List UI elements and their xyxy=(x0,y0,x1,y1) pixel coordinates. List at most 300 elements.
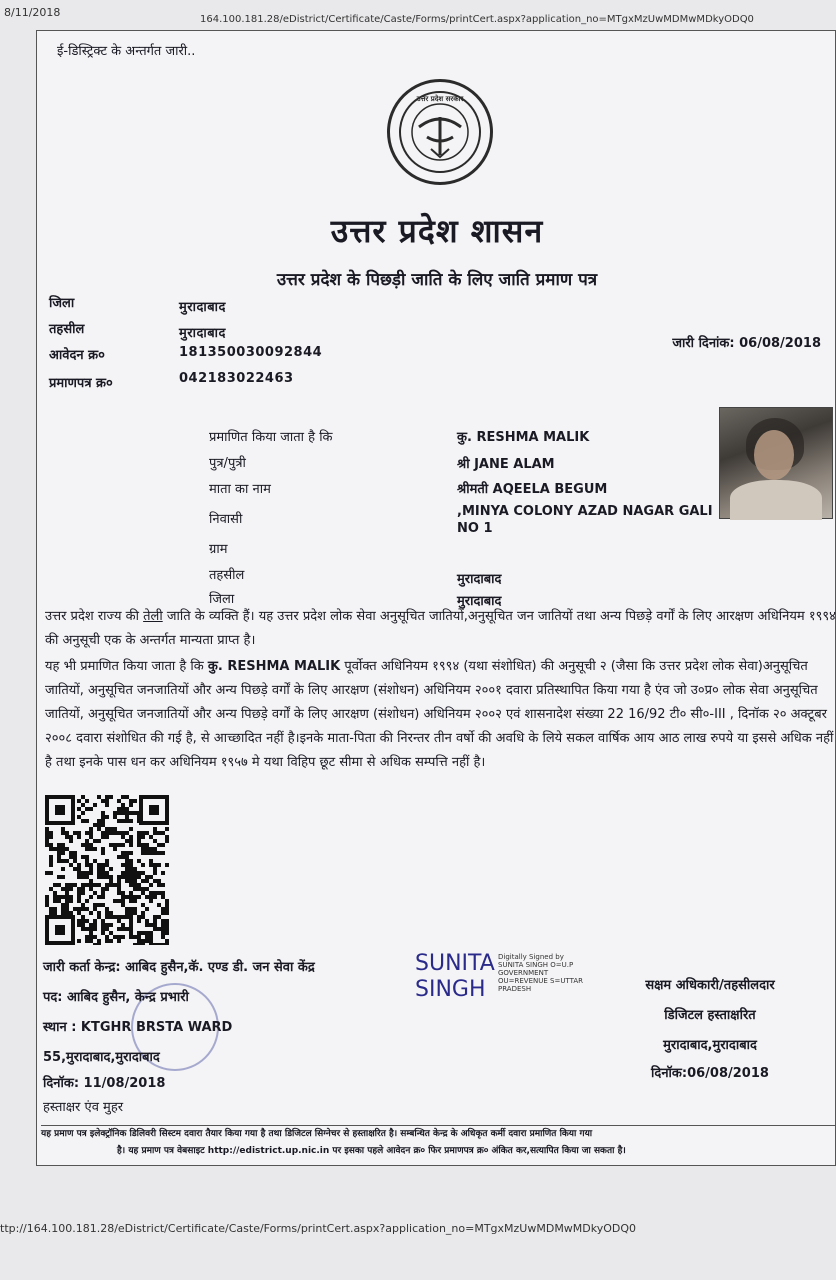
qr-module xyxy=(161,927,165,931)
qr-module xyxy=(77,863,81,867)
certificate-no-label: प्रमाणपत्र क्र० xyxy=(49,376,113,391)
qr-module xyxy=(101,799,105,803)
qr-module xyxy=(105,803,109,807)
qr-module xyxy=(141,835,145,839)
qr-module xyxy=(61,851,65,855)
qr-module xyxy=(105,935,109,939)
qr-module xyxy=(97,939,101,943)
qr-module xyxy=(57,847,61,851)
qr-module xyxy=(149,899,153,903)
qr-module xyxy=(49,835,53,839)
qr-module xyxy=(125,875,129,879)
issuer-address: 55,मुरादाबाद,मुरादाबाद xyxy=(43,1050,160,1065)
qr-module xyxy=(117,843,121,847)
qr-module xyxy=(85,831,89,835)
verification-note xyxy=(41,1125,836,1160)
qr-module xyxy=(105,875,109,879)
qr-module xyxy=(65,831,69,835)
qr-module xyxy=(117,819,121,823)
qr-module xyxy=(137,887,141,891)
issuer-place: स्थान : KTGHR BRSTA WARD xyxy=(43,1020,233,1035)
qr-code xyxy=(45,795,169,945)
qr-module xyxy=(121,831,125,835)
qr-module xyxy=(105,835,109,839)
qr-module xyxy=(85,899,89,903)
resident-address: ,MINYA COLONY AZAD NAGAR GALI NO 1 xyxy=(457,504,713,536)
qr-module xyxy=(153,867,157,871)
mother-name: श्रीमती AQEELA BEGUM xyxy=(457,482,608,497)
qr-module xyxy=(73,883,77,887)
qr-module xyxy=(117,939,121,943)
qr-module xyxy=(145,887,149,891)
qr-module xyxy=(157,891,161,895)
qr-module xyxy=(113,883,117,887)
qr-module xyxy=(45,839,49,843)
qr-module xyxy=(81,871,85,875)
qr-module xyxy=(125,927,129,931)
qr-module xyxy=(121,811,125,815)
qr-module xyxy=(61,831,65,835)
qr-module xyxy=(157,915,161,919)
qr-module xyxy=(141,915,145,919)
qr-module xyxy=(45,843,49,847)
qr-module xyxy=(101,867,105,871)
qr-module xyxy=(129,895,133,899)
qr-module xyxy=(101,895,105,899)
qr-module xyxy=(149,859,153,863)
certificate-no-value: 042183022463 xyxy=(179,371,294,386)
qr-module xyxy=(97,911,101,915)
qr-module xyxy=(49,859,53,863)
qr-module xyxy=(161,935,165,939)
qr-module xyxy=(161,911,165,915)
qr-module xyxy=(65,907,69,911)
certified-that-label: प्रमाणित किया जाता है कि xyxy=(209,430,333,445)
qr-module xyxy=(49,911,53,915)
issuer-date: दिनॉक: 11/08/2018 xyxy=(43,1076,166,1091)
qr-module xyxy=(69,895,73,899)
qr-module xyxy=(133,907,137,911)
qr-module xyxy=(45,871,49,875)
qr-module xyxy=(77,939,81,943)
qr-module xyxy=(153,847,157,851)
qr-module xyxy=(105,863,109,867)
qr-module xyxy=(109,843,113,847)
qr-module xyxy=(145,939,149,943)
qr-module xyxy=(85,799,89,803)
qr-module xyxy=(89,847,93,851)
qr-module xyxy=(129,803,133,807)
qr-module xyxy=(97,867,101,871)
qr-module xyxy=(161,871,165,875)
qr-module xyxy=(149,939,153,943)
qr-module xyxy=(69,839,73,843)
qr-module xyxy=(101,875,105,879)
qr-module xyxy=(121,855,125,859)
qr-module xyxy=(101,887,105,891)
qr-module xyxy=(133,883,137,887)
qr-module xyxy=(97,875,101,879)
qr-module xyxy=(109,831,113,835)
qr-finder-top-right-core xyxy=(149,805,159,815)
qr-module xyxy=(93,919,97,923)
qr-module xyxy=(153,827,157,831)
qr-module xyxy=(69,835,73,839)
qr-module xyxy=(81,819,85,823)
qr-module xyxy=(77,895,81,899)
qr-module xyxy=(129,899,133,903)
qr-module xyxy=(165,863,169,867)
qr-module xyxy=(121,903,125,907)
authority-digitally-signed: डिजिटल हस्ताक्षरित xyxy=(664,1008,756,1023)
qr-module xyxy=(157,927,161,931)
qr-module xyxy=(77,871,81,875)
qr-module xyxy=(117,879,121,883)
qr-module xyxy=(125,911,129,915)
qr-module xyxy=(117,919,121,923)
qr-module xyxy=(153,927,157,931)
qr-module xyxy=(121,899,125,903)
qr-module xyxy=(49,831,53,835)
qr-module xyxy=(137,875,141,879)
qr-module xyxy=(153,923,157,927)
qr-module xyxy=(117,799,121,803)
qr-module xyxy=(101,851,105,855)
qr-module xyxy=(125,895,129,899)
qr-module xyxy=(57,843,61,847)
qr-module xyxy=(165,899,169,903)
qr-module xyxy=(93,943,97,945)
qr-module xyxy=(49,887,53,891)
qr-module xyxy=(57,883,61,887)
qr-module xyxy=(121,807,125,811)
qr-module xyxy=(149,847,153,851)
qr-module xyxy=(65,847,69,851)
qr-module xyxy=(109,879,113,883)
qr-module xyxy=(145,851,149,855)
qr-module xyxy=(129,863,133,867)
qr-module xyxy=(161,883,165,887)
qr-module xyxy=(129,843,133,847)
qr-module xyxy=(69,863,73,867)
qr-module xyxy=(165,827,169,831)
qr-module xyxy=(161,895,165,899)
qr-module xyxy=(161,931,165,935)
qr-module xyxy=(81,919,85,923)
qr-module xyxy=(117,935,121,939)
emblem-seal-icon xyxy=(397,89,483,175)
detail-district-label: जिला xyxy=(209,592,235,607)
qr-module xyxy=(161,831,165,835)
qr-module xyxy=(149,931,153,935)
qr-module xyxy=(113,847,117,851)
qr-module xyxy=(109,867,113,871)
qr-module xyxy=(93,823,97,827)
issuer-post: पद: आबिद हुसैन, केन्द्र प्रभारी xyxy=(43,990,189,1005)
qr-module xyxy=(45,835,49,839)
district-value: मुरादाबाद xyxy=(179,300,226,315)
qr-module xyxy=(61,895,65,899)
qr-module xyxy=(93,907,97,911)
qr-module xyxy=(161,943,165,945)
qr-module xyxy=(77,815,81,819)
qr-module xyxy=(89,867,93,871)
qr-module xyxy=(133,943,137,945)
qr-module xyxy=(89,911,93,915)
qr-module xyxy=(137,839,141,843)
qr-module xyxy=(61,903,65,907)
qr-module xyxy=(57,875,61,879)
qr-module xyxy=(65,835,69,839)
qr-module xyxy=(65,903,69,907)
qr-module xyxy=(113,843,117,847)
print-url-footer: ttp://164.100.181.28/eDistrict/Certificate/Caste/Forms/printCert.aspx?application_no=MTgxMzUwMDMwMDkyODQ0 xyxy=(0,1222,637,1235)
qr-module xyxy=(129,927,133,931)
qr-module xyxy=(165,919,169,923)
qr-module xyxy=(101,831,105,835)
qr-module xyxy=(105,927,109,931)
qr-module xyxy=(145,875,149,879)
son-daughter-of-label: पुत्र/पुत्री xyxy=(209,456,246,471)
qr-module xyxy=(121,871,125,875)
qr-module xyxy=(89,831,93,835)
qr-module xyxy=(133,899,137,903)
qr-module xyxy=(101,931,105,935)
qr-module xyxy=(141,891,145,895)
qr-module xyxy=(125,811,129,815)
qr-module xyxy=(89,835,93,839)
qr-module xyxy=(57,855,61,859)
qr-module xyxy=(45,903,49,907)
qr-module xyxy=(157,943,161,945)
issue-date: जारी दिनांक: 06/08/2018 xyxy=(672,336,821,351)
qr-module xyxy=(57,895,61,899)
qr-module xyxy=(129,867,133,871)
qr-module xyxy=(89,923,93,927)
qr-module xyxy=(77,907,81,911)
qr-module xyxy=(105,887,109,891)
qr-module xyxy=(89,843,93,847)
qr-module xyxy=(109,915,113,919)
qr-module xyxy=(113,811,117,815)
qr-module xyxy=(97,819,101,823)
qr-module xyxy=(125,839,129,843)
authority-designation: सक्षम अधिकारी/तहसीलदार xyxy=(645,978,775,993)
qr-module xyxy=(109,911,113,915)
digital-signature-name-line2: SINGH xyxy=(415,977,486,1002)
issuing-center: जारी कर्ता केन्द्र: आबिद हुसैन,कॅ. एण्ड डी. जन सेवा केंद्र xyxy=(43,960,315,975)
qr-module xyxy=(97,915,101,919)
qr-module xyxy=(153,839,157,843)
qr-module xyxy=(69,887,73,891)
qr-module xyxy=(129,923,133,927)
qr-module xyxy=(105,815,109,819)
qr-module xyxy=(161,923,165,927)
qr-module xyxy=(153,891,157,895)
qr-module xyxy=(57,859,61,863)
qr-module xyxy=(113,935,117,939)
qr-module xyxy=(165,911,169,915)
qr-module xyxy=(113,827,117,831)
certification-statement xyxy=(45,655,836,775)
qr-module xyxy=(53,911,57,915)
qr-module xyxy=(165,835,169,839)
qr-module xyxy=(69,855,73,859)
qr-module xyxy=(121,915,125,919)
qr-module xyxy=(141,931,145,935)
qr-module xyxy=(149,883,153,887)
applicant-photo xyxy=(719,407,833,519)
qr-module xyxy=(109,795,113,799)
authority-location: मुरादाबाद,मुरादाबाद xyxy=(663,1038,757,1053)
detail-tehsil-value: मुरादाबाद xyxy=(457,572,502,587)
qr-module xyxy=(93,839,97,843)
qr-module xyxy=(137,935,141,939)
qr-module xyxy=(101,823,105,827)
village-label: ग्राम xyxy=(209,542,228,557)
application-no-label: आवेदन क्र० xyxy=(49,348,105,363)
qr-module xyxy=(129,839,133,843)
qr-module xyxy=(69,899,73,903)
qr-module xyxy=(93,891,97,895)
qr-module xyxy=(97,827,101,831)
qr-module xyxy=(89,827,93,831)
qr-module xyxy=(125,851,129,855)
qr-module xyxy=(133,911,137,915)
qr-module xyxy=(101,891,105,895)
qr-module xyxy=(65,891,69,895)
qr-module xyxy=(101,903,105,907)
qr-module xyxy=(105,939,109,943)
qr-module xyxy=(117,831,121,835)
qr-module xyxy=(89,879,93,883)
qr-module xyxy=(73,855,77,859)
qr-module xyxy=(141,831,145,835)
qr-module xyxy=(157,879,161,883)
qr-module xyxy=(101,815,105,819)
qr-module xyxy=(85,927,89,931)
qr-module xyxy=(85,919,89,923)
qr-module xyxy=(141,879,145,883)
qr-module xyxy=(129,827,133,831)
qr-module xyxy=(137,843,141,847)
print-url-header: 164.100.181.28/eDistrict/Certificate/Caste/Forms/printCert.aspx?application_no=MTgxMzUwMDMwMDkyODQ0 xyxy=(200,14,754,25)
qr-module xyxy=(137,931,141,935)
qr-module xyxy=(73,831,77,835)
qr-module xyxy=(89,863,93,867)
qr-module xyxy=(89,883,93,887)
qr-module xyxy=(45,827,49,831)
qr-module xyxy=(73,867,77,871)
qr-module xyxy=(85,863,89,867)
qr-module xyxy=(153,863,157,867)
qr-module xyxy=(89,807,93,811)
qr-module xyxy=(53,847,57,851)
qr-module xyxy=(77,919,81,923)
qr-module xyxy=(145,923,149,927)
father-name: श्री JANE ALAM xyxy=(457,457,555,472)
qr-module xyxy=(125,815,129,819)
qr-module xyxy=(141,887,145,891)
qr-module xyxy=(85,855,89,859)
qr-module xyxy=(53,891,57,895)
qr-module xyxy=(81,843,85,847)
qr-module xyxy=(77,807,81,811)
qr-module xyxy=(153,943,157,945)
qr-module xyxy=(117,883,121,887)
qr-module xyxy=(109,827,113,831)
qr-module xyxy=(133,879,137,883)
qr-module xyxy=(133,887,137,891)
qr-module xyxy=(81,883,85,887)
qr-module xyxy=(113,915,117,919)
qr-module xyxy=(53,907,57,911)
qr-module xyxy=(137,859,141,863)
qr-module xyxy=(121,935,125,939)
qr-module xyxy=(81,923,85,927)
qr-module xyxy=(93,847,97,851)
qr-module xyxy=(85,859,89,863)
qr-module xyxy=(141,851,145,855)
government-title: उत्तर प्रदेश शासन xyxy=(330,212,544,250)
qr-module xyxy=(121,875,125,879)
print-date: 8/11/2018 xyxy=(4,6,61,19)
qr-module xyxy=(113,815,117,819)
qr-module xyxy=(101,835,105,839)
qr-module xyxy=(137,883,141,887)
qr-module xyxy=(133,935,137,939)
qr-module xyxy=(97,839,101,843)
qr-module xyxy=(121,895,125,899)
qr-module xyxy=(49,843,53,847)
photo-face-shape xyxy=(754,430,794,480)
qr-module xyxy=(69,883,73,887)
qr-module xyxy=(157,883,161,887)
qr-finder-top-left-core xyxy=(55,805,65,815)
qr-module xyxy=(129,835,133,839)
qr-module xyxy=(145,919,149,923)
qr-module xyxy=(133,875,137,879)
qr-module xyxy=(93,859,97,863)
qr-module xyxy=(133,895,137,899)
qr-module xyxy=(117,899,121,903)
qr-module xyxy=(117,807,121,811)
qr-module xyxy=(97,895,101,899)
qr-module xyxy=(137,895,141,899)
qr-module xyxy=(89,887,93,891)
qr-module xyxy=(145,907,149,911)
qr-module xyxy=(129,935,133,939)
qr-module xyxy=(161,919,165,923)
qr-module xyxy=(125,907,129,911)
qr-module xyxy=(109,923,113,927)
qr-module xyxy=(129,871,133,875)
qr-module xyxy=(149,851,153,855)
qr-module xyxy=(49,847,53,851)
qr-module xyxy=(125,855,129,859)
qr-module xyxy=(133,799,137,803)
qr-module xyxy=(149,835,153,839)
qr-module xyxy=(81,891,85,895)
qr-module xyxy=(117,927,121,931)
qr-module xyxy=(165,907,169,911)
qr-module xyxy=(125,871,129,875)
qr-module xyxy=(137,835,141,839)
qr-module xyxy=(165,927,169,931)
emblem-text: उत्तर प्रदेश सरकार xyxy=(416,95,464,103)
qr-module xyxy=(89,871,93,875)
qr-module xyxy=(121,923,125,927)
